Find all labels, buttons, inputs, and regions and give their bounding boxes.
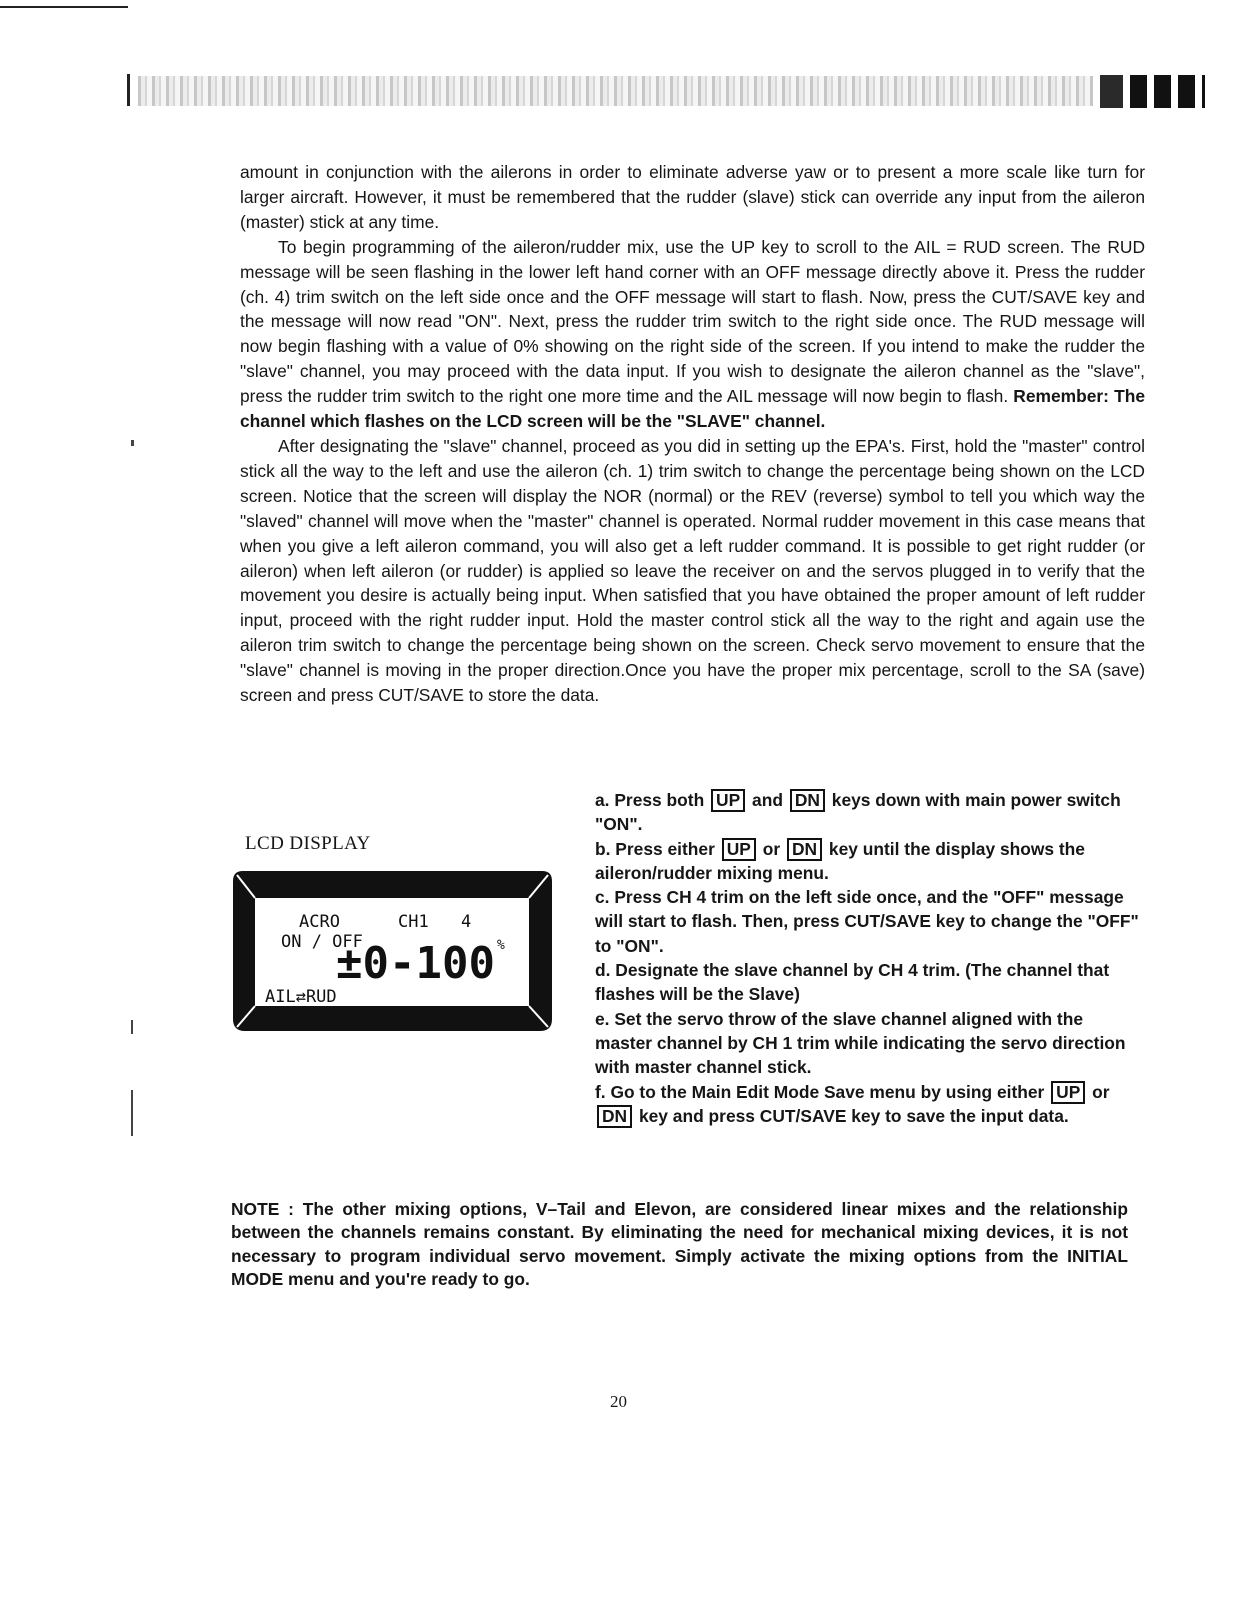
lcd-on-off: ON / OFF: [281, 932, 363, 952]
step-text: key until the display shows the aileron/rudder mixing menu.: [595, 838, 1085, 883]
key-up: UP: [711, 789, 745, 812]
header-tick: [127, 74, 130, 106]
instruction-steps: [595, 788, 1140, 1128]
body-paragraph: [240, 160, 1145, 235]
step-text: d. Designate the slave channel by CH 4 trim. (The channel that flashes will be the Slave): [595, 960, 1110, 1005]
header-blocks: [1100, 75, 1205, 108]
lcd-percent: %: [497, 938, 505, 953]
body-paragraph: [240, 235, 1145, 434]
instruction-step: [595, 788, 1140, 837]
margin-mark: [131, 1020, 133, 1034]
instruction-step: [595, 1080, 1140, 1129]
margin-mark: [131, 440, 134, 446]
margin-mark: [131, 1090, 133, 1136]
key-dn: DN: [597, 1105, 632, 1128]
note-paragraph: NOTE : The other mixing options, V–Tail and Elevon, are considered linear mixes and the relationship between the channels remains constant. By eliminating the need for mechanical mixing devices, it is not necessary to program individual servo movement. Simply activate the mixing options from the INITIAL MODE menu and you're ready to go.: [231, 1199, 1128, 1290]
lcd-display: [231, 869, 554, 1033]
step-text: c. Press CH 4 trim on the left side once, and the "OFF" message will start to flash. Then, press CUT/SAVE key to change the "OFF" to "ON".: [595, 887, 1139, 956]
lcd-mix-label: AIL⇄RUD: [265, 987, 337, 1007]
key-up: UP: [722, 838, 756, 861]
key-up: UP: [1051, 1081, 1085, 1104]
instruction-step: [595, 1007, 1140, 1080]
lcd-channel-number: 4: [461, 912, 472, 932]
key-dn: DN: [787, 838, 822, 861]
instruction-step: [595, 958, 1140, 1007]
step-text: or: [757, 838, 785, 859]
lcd-channel: CH1: [398, 912, 429, 932]
body-paragraph: [240, 434, 1145, 708]
header-band: [138, 76, 1093, 106]
step-text: and: [747, 790, 788, 810]
instruction-step: [595, 837, 1140, 886]
step-text: a. Press both: [595, 790, 710, 810]
key-dn: DN: [790, 789, 825, 812]
page-number: 20: [610, 1392, 627, 1411]
body-text: [240, 160, 1145, 708]
emphasis-text: Remember: The channel which flashes on the LCD screen will be the "SLAVE" channel.: [240, 386, 1145, 432]
paragraph-text: After designating the "slave" channel, proceed as you did in setting up the EPA's. First, hold the "master" control stick all the way to the left and use the aileron (ch. 1) trim switch to change the percentage being shown on the LCD screen. Notice that the screen will display the NOR (normal) or the REV (reverse) symbol to tell you which way the "slaved" channel will move when the "master" channel is operated. Normal rudder movement in this case means that when you give a left aileron command, you will also get a left rudder command. It is possible to get right rudder (or aileron) when left aileron (or rudder) is applied so leave the receiver on and the servos plugged in to verify that the movement you desire is actually being input. When satisfied that you have obtained the proper amount of left rudder input, proceed with the right rudder input. Hold the master control stick all the way to the right and again use the aileron trim switch to change the percentage being shown on the screen. Check servo movement to ensure that the "slave" channel is moving in the proper direction.Once you have the proper mix percentage, scroll to the SA (save) screen and press CUT/SAVE to store the data.: [240, 435, 1145, 706]
step-text: b. Press either: [595, 838, 720, 859]
lcd-display-label: LCD DISPLAY: [245, 833, 371, 854]
lcd-mode: ACRO: [299, 912, 340, 932]
step-text: key and press CUT/SAVE key to save the input data.: [634, 1105, 1069, 1126]
step-text: keys down with main power switch "ON".: [595, 790, 1121, 835]
lcd-value: ±0-100: [336, 938, 495, 989]
paragraph-text: To begin programming of the aileron/rudder mix, use the UP key to scroll to the AIL = RUD screen. The RUD message will be seen flashing in the lower left hand corner with an OFF message directly above it. Press the rudder (ch. 4) trim switch on the left side once and the OFF message will start to flash. Now, press the CUT/SAVE key and the message will now read "ON". Next, press the rudder trim switch to the right side once. The RUD message will now begin flashing with a value of 0% showing on the right side of the screen. If you intend to make the rudder the "slave" channel, you may proceed with the data input. If you wish to designate the aileron channel as the "slave", press the rudder trim switch to the right one more time and the AIL message will now begin to flash.: [240, 236, 1145, 407]
instruction-step: [595, 885, 1140, 958]
paragraph-text: amount in conjunction with the ailerons in order to eliminate adverse yaw or to present a more scale like turn for larger aircraft. However, it must be remembered that the rudder (slave) stick can override any input from the aileron (master) stick at any time.: [240, 162, 1145, 232]
step-text: e. Set the servo throw of the slave channel aligned with the master channel by CH 1 trim while indicating the servo direction with master channel stick.: [595, 1008, 1126, 1078]
step-text: f. Go to the Main Edit Mode Save menu by using either: [595, 1081, 1050, 1102]
corner-rule: [0, 6, 128, 8]
step-text: or: [1087, 1081, 1110, 1102]
